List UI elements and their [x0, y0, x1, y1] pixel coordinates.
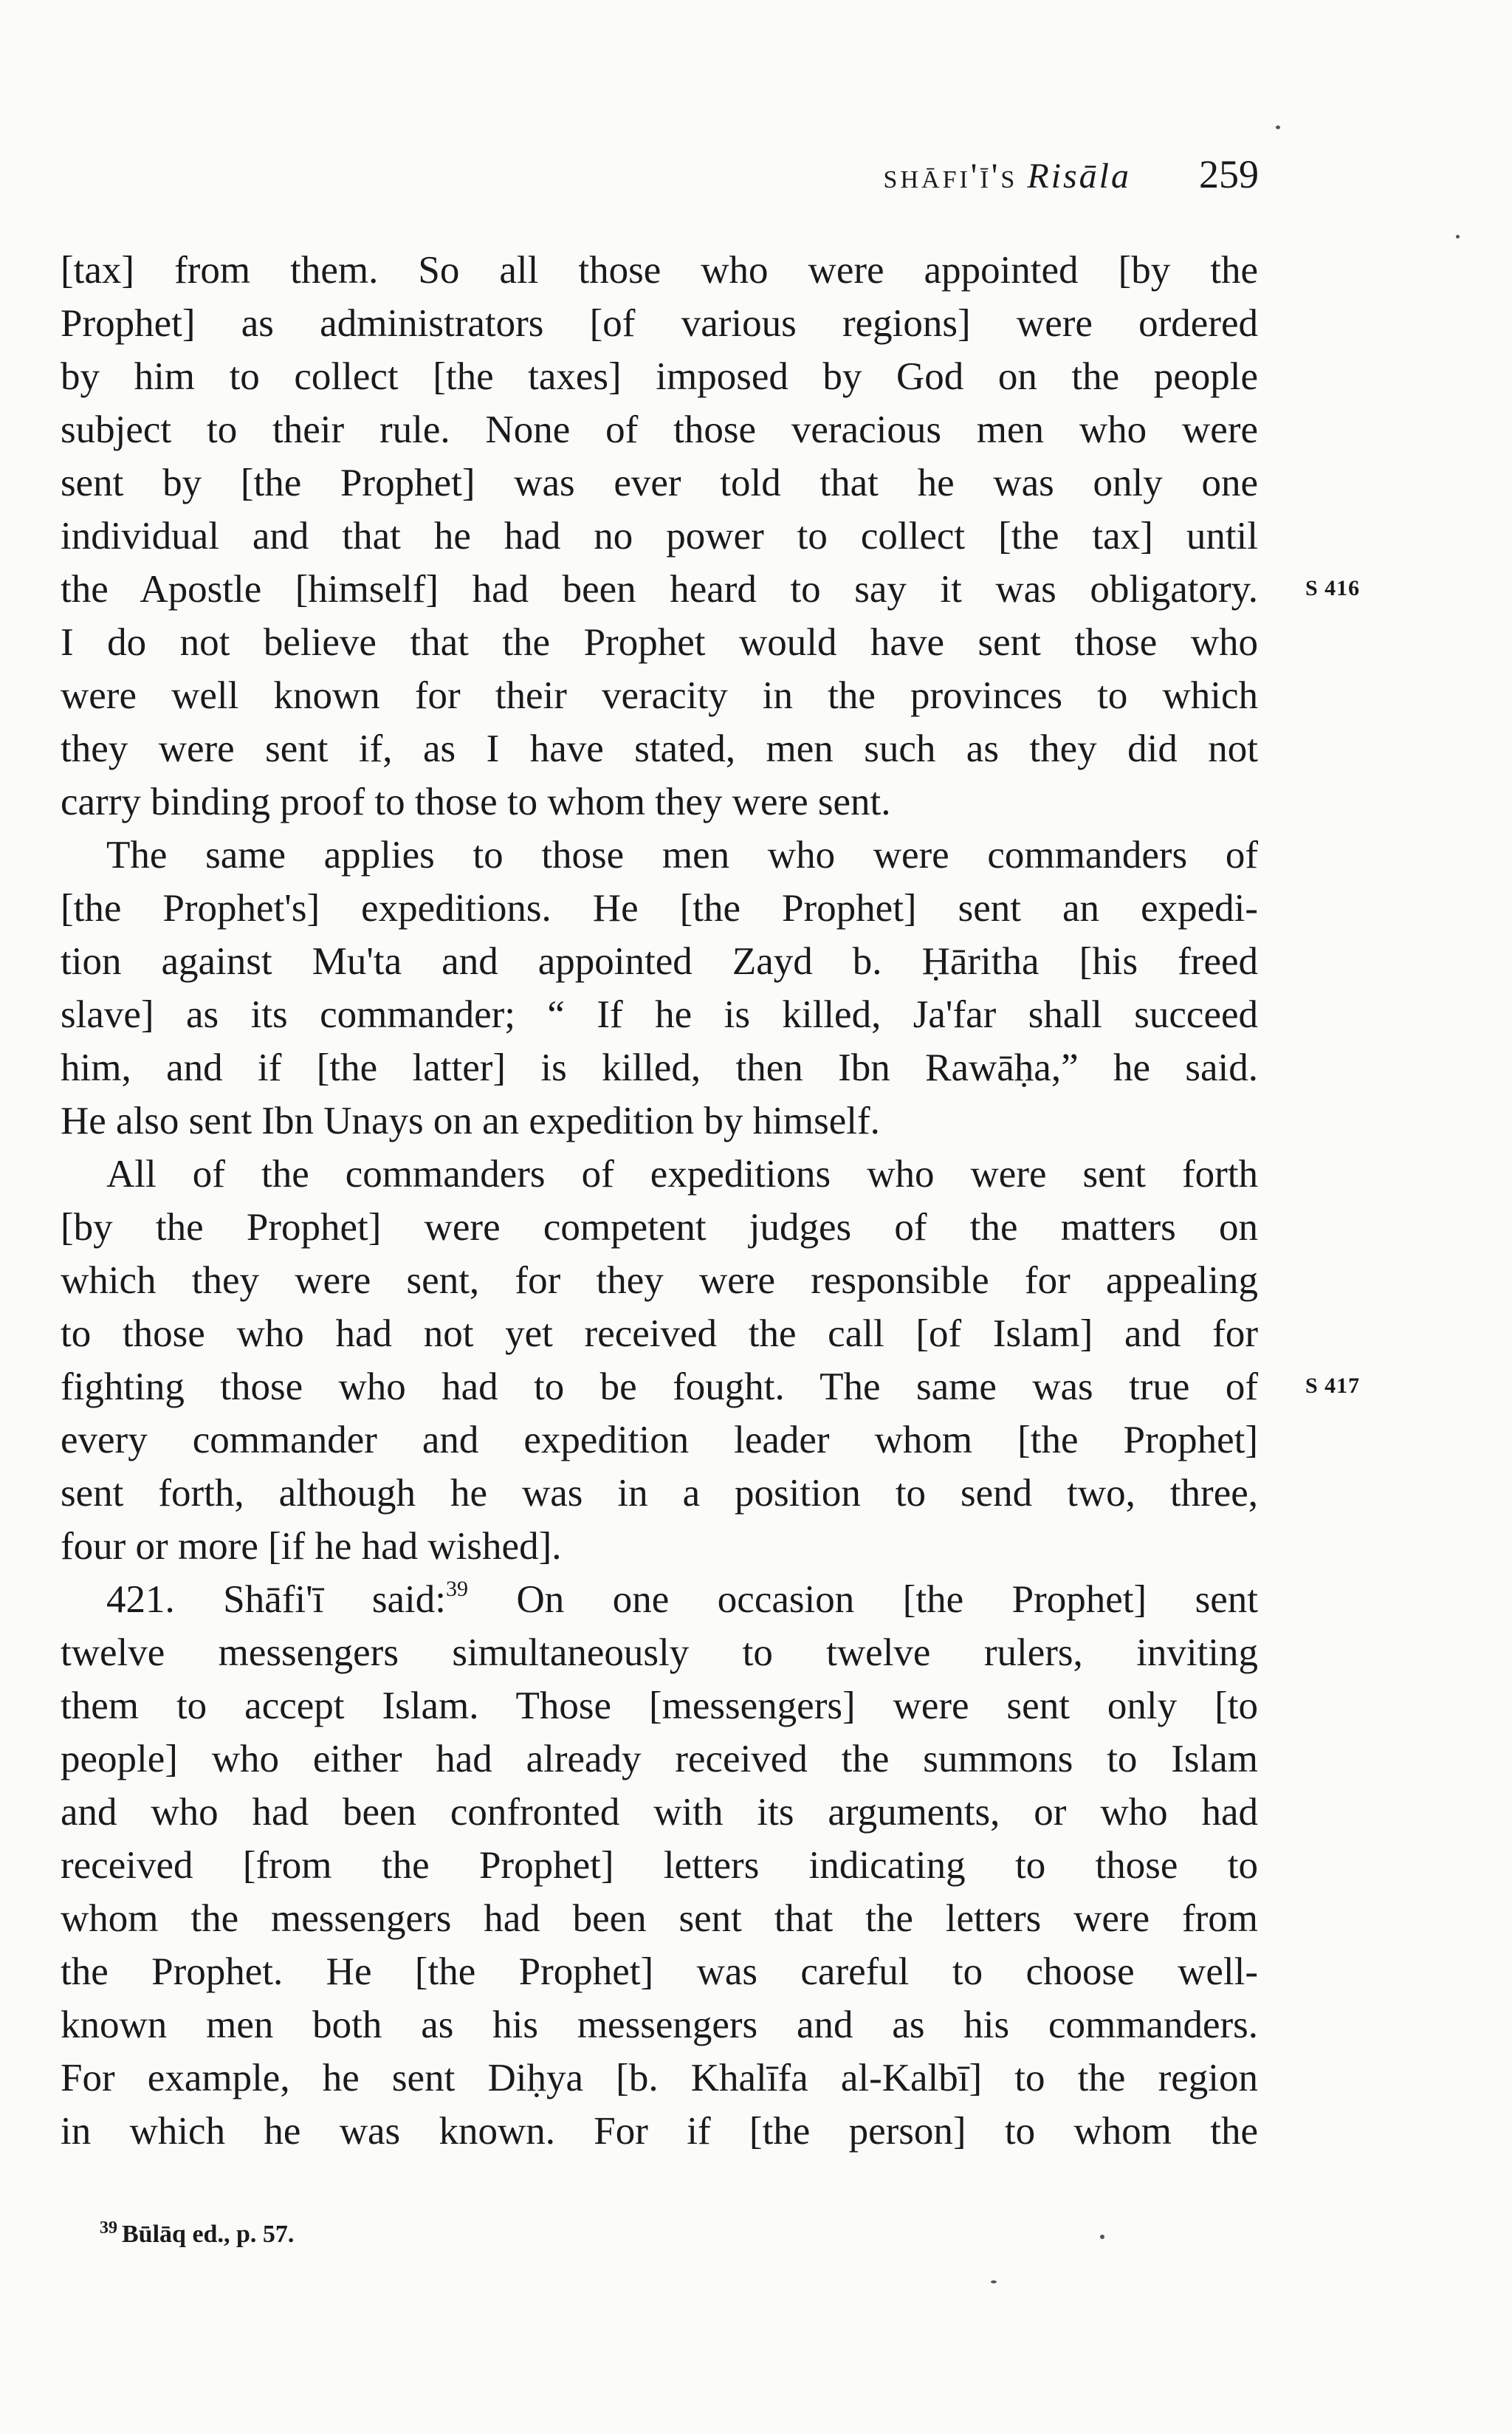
scan-speck — [1456, 235, 1460, 239]
running-title — [884, 156, 1131, 196]
running-header — [709, 151, 1259, 210]
footnote-text: Būlāq ed., p. 57. — [122, 2221, 295, 2248]
text-line: tion against Mu'ta and appointed Zayd b. Ḥāritha [his freed — [61, 940, 1258, 983]
text-line: received [from the Prophet] letters indicating to those to — [61, 1844, 1258, 1887]
text-line: were well known for their veracity in the provinces to which — [61, 674, 1258, 717]
text-line: four or more [if he had wished]. — [61, 1525, 562, 1568]
text-line: sent by [the Prophet] was ever told that he was only one — [61, 462, 1258, 504]
footnote-mark: 39 — [100, 2218, 117, 2238]
text-line: [tax] from them. So all those who were appointed [by the — [61, 249, 1258, 292]
text-line: people] who either had already received the summons to Islam — [61, 1738, 1258, 1780]
running-title-work: Risāla — [1027, 157, 1131, 196]
text-line: slave] as its commander; “ If he is killed, Ja'far shall succeed — [61, 993, 1258, 1036]
text-line: [by the Prophet] were competent judges of the matters on — [61, 1206, 1258, 1249]
text-line: to those who had not yet received the call [of Islam] and for — [61, 1312, 1258, 1355]
text-line: by him to collect [the taxes] imposed by God on the people — [61, 355, 1258, 398]
paragraph-lead: 421. Shāfi'ī said: — [106, 1578, 446, 1621]
text-line: whom the messengers had been sent that the letters were from — [61, 1897, 1258, 1940]
running-title-author: shāfi'ī's — [883, 157, 1018, 196]
text-line: known men both as his messengers and as his commanders. — [61, 2003, 1258, 2046]
text-line — [61, 1573, 1258, 1626]
text-line: them to accept Islam. Those [messengers] were sent only [to — [61, 1684, 1258, 1727]
text-line: [the Prophet's] expeditions. He [the Prophet] sent an expedi- — [61, 887, 1258, 930]
text-line: carry binding proof to those to whom they were sent. — [61, 781, 891, 823]
text-line: fighting those who had to be fought. The same was true of — [61, 1365, 1258, 1408]
text-line: and who had been confronted with its arguments, or who had — [61, 1791, 1258, 1834]
text-line: the Apostle [himself] had been heard to say it was obligatory. — [61, 568, 1258, 611]
text-line: which they were sent, for they were responsible for appealing — [61, 1259, 1258, 1302]
footnote — [100, 2218, 294, 2249]
margin-reference-s416: S 416 — [1305, 576, 1361, 600]
text-line: For example, he sent Diḥya [b. Khalīfa al-Kalbī] to the region — [61, 2057, 1258, 2099]
scan-speck — [1100, 2235, 1104, 2239]
text-line: every commander and expedition leader whom [the Prophet] — [61, 1419, 1258, 1461]
margin-reference-s417: S 417 — [1305, 1374, 1361, 1398]
text-line: individual and that he had no power to collect [the tax] until — [61, 515, 1258, 558]
paragraph-lead-rest: On one occasion [the Prophet] sent — [516, 1578, 1258, 1621]
text-line: I do not believe that the Prophet would have sent those who — [61, 621, 1258, 664]
text-line: The same applies to those men who were commanders of — [106, 834, 1258, 877]
text-line: All of the commanders of expeditions who were sent forth — [106, 1153, 1258, 1196]
footnote-reference: 39 — [446, 1577, 468, 1601]
text-line: the Prophet. He [the Prophet] was careful to choose well- — [61, 1950, 1258, 1993]
body-text — [61, 244, 1258, 2158]
text-line: they were sent if, as I have stated, men such as they did not — [61, 727, 1258, 770]
text-line: twelve messengers simultaneously to twelve rulers, inviting — [61, 1631, 1258, 1674]
text-line: him, and if [the latter] is killed, then Ibn Rawāḥa,” he said. — [61, 1046, 1258, 1089]
scan-speck — [1276, 126, 1280, 129]
text-line: sent forth, although he was in a position to send two, three, — [61, 1472, 1258, 1515]
text-line: He also sent Ibn Unays on an expedition by himself. — [61, 1100, 880, 1142]
text-line: subject to their rule. None of those veracious men who were — [61, 408, 1258, 451]
scan-speck — [991, 2280, 997, 2283]
text-line: Prophet] as administrators [of various regions] were ordered — [61, 302, 1258, 345]
text-line: in which he was known. For if [the person] to whom the — [61, 2110, 1258, 2153]
page-number: 259 — [1199, 152, 1259, 196]
